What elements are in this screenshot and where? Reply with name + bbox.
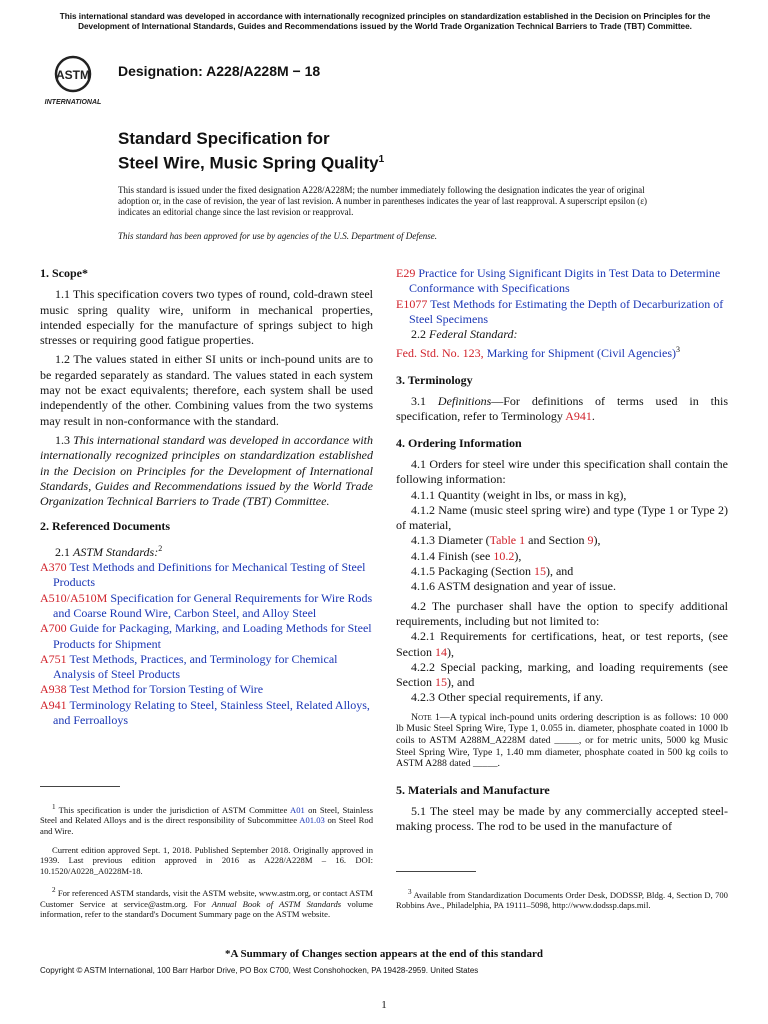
ordering-4-1-6: 4.1.6 ASTM designation and year of issue. — [411, 579, 616, 594]
ordering-4-2-2: 4.2.2 Special packing, marking, and loading requirements (see Section 15), and — [396, 659, 728, 690]
scope-1-2: 1.2 The values stated in either SI units or inch-pound units are to be regarded separately as standard. The values stated in each system may not be exact equivalents; therefore, each system shall be used independently of the other. Combining values from the two systems may result in non-conformance with the standard. — [40, 352, 373, 428]
designation-intro: This standard is issued under the fixed designation A228/A228M; the number immediately following the designation indicates the year of original adoption or, in the case of revision, the year of last revision. A number in parentheses indicates the year of last reapproval. A superscript epsilon (ε) indicates an editorial change since the last revision or reapproval. — [118, 185, 648, 217]
international-notice: This international standard was developed in accordance with internationally recognized principles on standardization established in the Decision on Principles for the Development of International Standards, Guides and Recommendations issued by the World Trade Organization Technical Barriers to Trade (TBT) Committee. — [59, 12, 711, 31]
footnote-divider-right — [396, 871, 476, 872]
ordering-4-2-3: 4.2.3 Other special requirements, if any. — [411, 690, 604, 705]
ref-e29[interactable]: E29 Practice for Using Significant Digits in Test Data to Determine Conformance with Specifications — [396, 266, 721, 296]
astm-standards-label: 2.1 ASTM Standards:$^2$ — [55, 543, 163, 559]
ordering-note-1: Note 1—A typical inch-pound units ordering description is as follows: 10 000 lb Music Steel Spring Wire, Type 1, 0.055 in. diameter, phosphate coated in 1000 lb coils to ASTM A288M_A228M dated _____, or for metric units, 5000 kg Music Steel Spring Wire, Type 1, 1.40 mm diameter, phosphate coated in 500 kg coils to ASTM A288 dated _____. — [396, 711, 728, 770]
scope-1-1: 1.1 This specification covers two types of round, cold-drawn steel music spring quality wire, uniform in mechanical properties, intended especially for the manufacture of springs subject to high stresses or requiring good fatigue properties. — [40, 287, 373, 348]
ref-a941[interactable]: A941 Terminology Relating to Steel, Stainless Steel, Related Alloys, and Ferroalloys — [40, 697, 370, 728]
ordering-4-1-1: 4.1.1 Quantity (weight in lbs, or mass in kg), — [411, 487, 627, 502]
copyright: Copyright © ASTM International, 100 Barr Harbor Drive, PO Box C700, West Conshohocken, PA 19428-2959. United States — [40, 966, 479, 975]
astm-logo-icon — [42, 52, 112, 108]
dod-approval: This standard has been approved for use by agencies of the U.S. Department of Defense. — [118, 231, 438, 241]
ordering-4-1-5: 4.1.5 Packaging (Section 15), and — [411, 564, 574, 579]
materials-heading: 5. Materials and Manufacture — [396, 782, 550, 797]
page-number: 1 — [381, 999, 387, 1011]
left-column — [40, 266, 373, 728]
logo-text: INTERNATIONAL — [44, 99, 102, 106]
referenced-heading: 2. Referenced Documents — [40, 519, 171, 534]
terminology-heading: 3. Terminology — [396, 372, 473, 387]
ref-a751[interactable]: A751 Test Methods, Practices, and Terminology for Chemical Analysis of Steel Products — [40, 651, 338, 682]
title-line-1: Standard Specification for — [118, 129, 330, 148]
right-column — [396, 266, 728, 835]
ref-a370[interactable]: A370 Test Methods and Definitions for Mechanical Testing of Steel Products — [40, 560, 366, 590]
footnote-2: $^2$ For referenced ASTM standards, visit the ASTM website, www.astm.org, or contact ASTM Customer Service at service@astm.org. For Annual Book of ASTM Standards volume information, refer to the standard's Document Summary page on the ASTM website. — [40, 886, 373, 920]
ref-e1077[interactable]: E1077 Test Methods for Estimating the Depth of Decarburization of Steel Specimens — [396, 296, 724, 326]
footnote-1-edition: Current edition approved Sept. 1, 2018. Published September 2018. Originally approved in 1939. Last previous edition approved in 2016 as A228/A228M – 16. DOI: 10.1520/A0228_A0228M-18. — [40, 844, 373, 877]
materials-5-1: 5.1 The steel may be made by any commercially accepted steel-making process. The rod to be used in the manufacture of — [396, 803, 728, 834]
scope-heading: 1. Scope* — [40, 266, 88, 280]
ordering-4-1-3: 4.1.3 Diameter (Table 1 and Section 9), — [411, 533, 601, 548]
ref-a700[interactable]: A700 Guide for Packaging, Marking, and Loading Methods for Steel Products for Shipment — [40, 621, 372, 651]
ordering-4-2-1: 4.2.1 Requirements for certifications, heat, or test reports, (see Section 14), — [396, 629, 728, 659]
page-title — [118, 128, 384, 174]
footnotes-left — [40, 793, 373, 928]
summary-of-changes-note: *A Summary of Changes section appears at the end of this standard — [224, 948, 544, 960]
footnote-divider-left — [40, 786, 120, 787]
designation: Designation: A228/A228M − 18 — [118, 63, 321, 79]
footnote-1: $^1$ This specification is under the jurisdiction of ASTM Committee A01 on Steel, Stainless Steel and Related Alloys and is the direct responsibility of Subcommittee A01.03 on Steel Rod and Wire. — [40, 802, 373, 836]
ref-a510[interactable]: A510/A510M Specification for General Requirements for Wire Rods and Coarse Round Wire, Carbon Steel, and Alloy Steel — [40, 590, 373, 620]
ref-a938[interactable]: A938 Test Method for Torsion Testing of Wire — [40, 682, 264, 697]
ordering-4-2: 4.2 The purchaser shall have the option to specify additional requirements, including but not limited to: — [396, 598, 728, 628]
scope-1-3: 1.3 This international standard was developed in accordance with internationally recognized principles on standardization established in the Decision on Principles for the Development of International Standards, Guides and Recommendations issued by the World Trade Organization Technical Barriers to Trade (TBT) Committee. — [40, 432, 374, 509]
ref-fed-std-123[interactable]: Fed. Std. No. 123, Marking for Shipment (Civil Agencies)$^3$ — [396, 345, 680, 361]
ordering-heading: 4. Ordering Information — [396, 435, 522, 450]
terminology-3-1: 3.1 Definitions—For definitions of terms used in this specification, refer to Terminology A941. — [396, 394, 728, 424]
title-line-2: Steel Wire, Music Spring Quality$^1$ — [118, 153, 385, 173]
ordering-4-1: 4.1 Orders for steel wire under this specification shall contain the following information: — [396, 456, 728, 487]
footnote-3: $^3$ Available from Standardization Documents Order Desk, DODSSP, Bldg. 4, Section D, 700 Robbins Ave., Philadelphia, PA 19111–5098, http://www.dodssp.daps.mil. — [396, 887, 728, 911]
ordering-4-1-2: 4.1.2 Name (music steel spring wire) and type (Type 1 or Type 2) of material, — [396, 502, 728, 533]
ordering-4-1-4: 4.1.4 Finish (see 10.2), — [411, 548, 522, 563]
federal-standard-label: 2.2 Federal Standard: — [411, 327, 518, 342]
svg-text:ASTM: ASTM — [56, 68, 90, 82]
